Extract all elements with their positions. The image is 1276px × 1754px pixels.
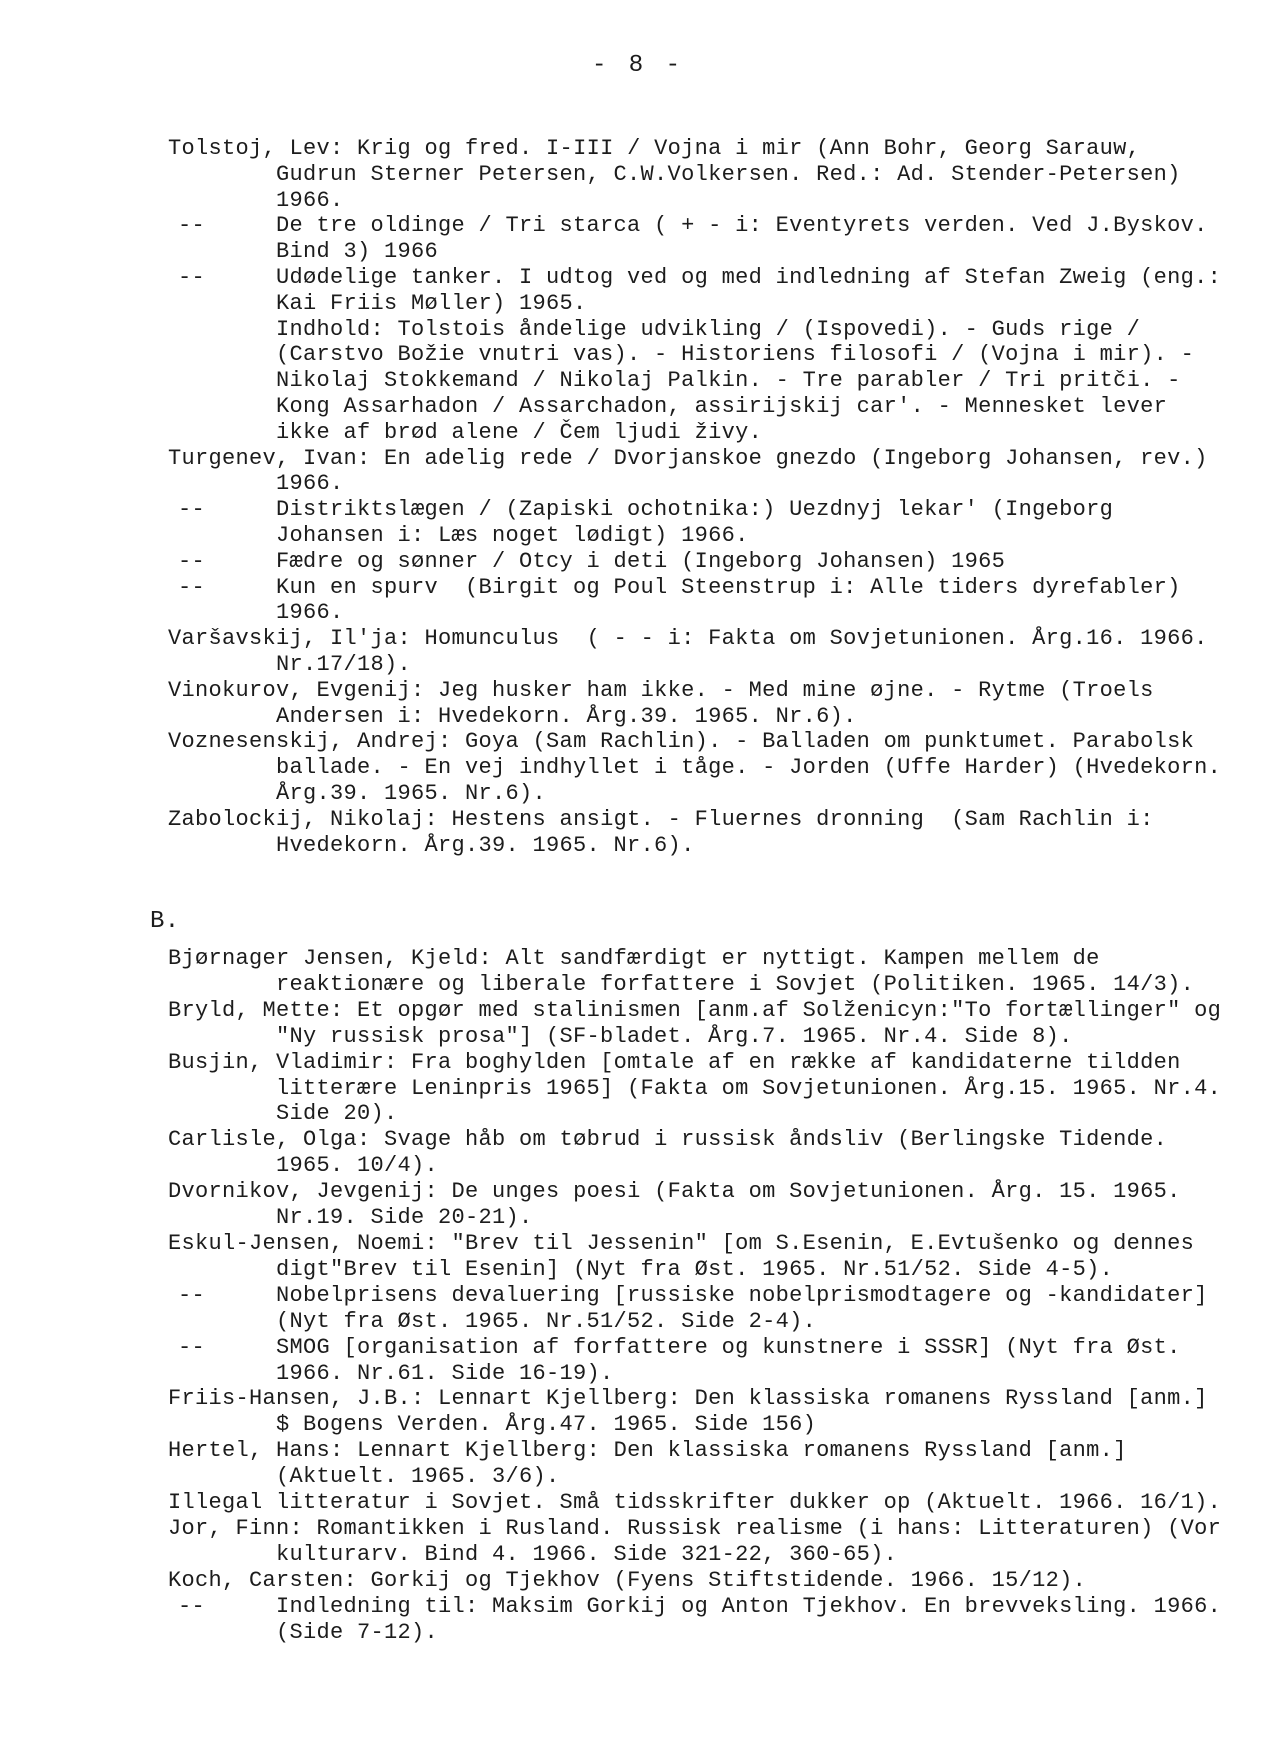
bibliography-entry <box>168 575 1228 627</box>
section-b-heading: B. <box>150 908 180 935</box>
ditto-dash: -- <box>178 264 206 290</box>
entry-text: Indledning til: Maksim Gorkij og Anton Tjekhov. En brevveksling. 1966. (Side 7-12). <box>276 1593 1235 1645</box>
bibliography-entry <box>168 729 1235 806</box>
entry-text: Dvornikov, Jevgenij: De unges poesi (Fakta om Sovjetunionen. Årg. 15. 1965. Nr.19. Side 20-21). <box>168 1179 1195 1231</box>
bibliography-entry <box>168 136 1228 213</box>
bibliography-entry <box>168 1049 1235 1128</box>
bibliography-entry <box>168 497 1228 549</box>
entry-text: Tolstoj, Lev: Krig og fred. I-III / Vojna i mir (Ann Bohr, Georg Sarauw, Gudrun Sterner Petersen, C.W.Volkersen. Red.: Ad. Stender-Petersen) 1966. <box>168 136 1195 213</box>
bibliography-entry <box>168 997 1235 1050</box>
entry-text: SMOG [organisation af forfattere og kunstnere i SSSR] (Nyt fra Øst. 1966. Nr.61. Side 16-19). <box>276 1334 1195 1386</box>
bibliography-entry <box>168 1335 1228 1387</box>
bibliography-entry <box>168 678 1228 730</box>
page-number: - 8 - <box>591 52 684 79</box>
bibliography-entry <box>168 446 1228 498</box>
entry-text: Kun en spurv (Birgit og Poul Steenstrup i: Alle tiders dyrefabler) 1966. <box>276 574 1195 626</box>
entry-text: Varšavskij, Il'ja: Homunculus ( - - i: Fakta om Sovjetunionen. Årg.16. 1966. Nr.17/18). <box>168 626 1222 677</box>
bibliography-entry <box>168 1515 1235 1568</box>
bibliography-entry <box>168 807 1228 859</box>
ditto-dash: -- <box>178 1593 206 1619</box>
bibliography-entry <box>168 1283 1228 1335</box>
bibliography-entry <box>168 549 1228 575</box>
bibliography-entry <box>168 626 1228 678</box>
entry-text: Distriktslægen / (Zapiski ochotnika:) Uezdnyj lekar' (Ingeborg Johansen i: Læs noget lødigt) 1966. <box>276 497 1127 548</box>
entry-text: Turgenev, Ivan: En adelig rede / Dvorjanskoe gnezdo (Ingeborg Johansen, rev.) 1966. <box>168 445 1222 497</box>
bibliography-entry <box>168 1490 1228 1516</box>
bibliography-entry <box>168 213 1228 265</box>
ditto-dash: -- <box>178 548 206 574</box>
entry-text: Bryld, Mette: Et opgør med stalinismen [anm.af Solženicyn:"To fortællinger" og "Ny russisk prosa"] (SF-bladet. Årg.7. 1965. Nr.4. Side 8). <box>168 997 1235 1049</box>
bibliography-entry <box>168 1593 1235 1646</box>
entry-text: Hertel, Hans: Lennart Kjellberg: Den klassiska romanens Ryssland [anm.] (Aktuelt. 1965. 3/6). <box>168 1438 1141 1490</box>
ditto-dash: -- <box>178 497 206 523</box>
bibliography-entry <box>168 1568 1228 1594</box>
entry-text: Zabolockij, Nikolaj: Hestens ansigt. - Fluernes dronning (Sam Rachlin i: Hvedekorn. Årg.39. 1965. Nr.6). <box>168 806 1168 858</box>
entry-text: Busjin, Vladimir: Fra boghylden [omtale af en række af kandidaterne tildden litterære Leninpris 1965] (Fakta om Sovjetunionen. Årg.15. 1965. Nr.4. Side 20). <box>168 1049 1235 1127</box>
entry-text: Eskul-Jensen, Noemi: "Brev til Jessenin" [om S.Esenin, E.Evtušenko og dennes digt"Brev til Esenin] (Nyt fra Øst. 1965. Nr.51/52. Side 4-5). <box>168 1230 1208 1282</box>
bibliography-entry <box>168 1127 1228 1179</box>
entry-text: Vinokurov, Evgenij: Jeg husker ham ikke. - Med mine øjne. - Rytme (Troels Andersen i: Hvedekorn. Årg.39. 1965. Nr.6). <box>168 677 1168 729</box>
entry-text: Fædre og sønner / Otcy i deti (Ingeborg Johansen) 1965 <box>276 548 1006 574</box>
entry-text: Illegal litteratur i Sovjet. Små tidsskrifter dukker op (Aktuelt. 1966. 16/1). <box>168 1490 1222 1516</box>
bibliography-entry <box>168 1386 1228 1438</box>
bibliography-entry <box>168 1231 1228 1283</box>
ditto-dash: -- <box>178 1282 206 1308</box>
entry-text: Koch, Carsten: Gorkij og Tjekhov (Fyens Stiftstidende. 1966. 15/12). <box>168 1567 1087 1593</box>
entry-text: Udødelige tanker. I udtog ved og med indledning af Stefan Zweig (eng.: Kai Friis Møller) 1965. Indhold: Tolstois åndelige udvikling / (Ispovedi). - Guds rige / (Carstvo Božie vnutri vas). - Historiens filosofi / (Vojna i mir). - Nikolaj Stokkemand / Nikolaj Palkin. - Tre parabler / Tri pritči. - Kong Assarhadon / Assarchadon, assirijskij car'. - Mennesket lever ikke af brød alene / Čem ljudi živy. <box>276 264 1222 445</box>
bibliography-entry <box>168 1438 1228 1490</box>
bibliography-entry <box>168 946 1228 998</box>
bibliography-entry <box>168 1179 1228 1231</box>
ditto-dash: -- <box>178 1334 206 1360</box>
entry-text: Carlisle, Olga: Svage håb om tøbrud i russisk åndsliv (Berlingske Tidende. 1965. 10/4). <box>168 1127 1181 1179</box>
section-a-entries <box>168 136 1235 858</box>
entry-text: Friis-Hansen, J.B.: Lennart Kjellberg: Den klassiska romanens Ryssland [anm.] $ Bogens Verden. Årg.47. 1965. Side 156) <box>168 1386 1222 1438</box>
ditto-dash: -- <box>178 213 206 239</box>
entry-text: Jor, Finn: Romantikken i Rusland. Russisk realisme (i hans: Litteraturen) (Vor kulturarv. Bind 4. 1966. Side 321-22, 360-65). <box>168 1515 1235 1567</box>
entry-text: Nobelprisens devaluering [russiske nobelprismodtagere og -kandidater] (Nyt fra Øst. 1965. Nr.51/52. Side 2-4). <box>276 1282 1222 1334</box>
entry-text: Bjørnager Jensen, Kjeld: Alt sandfærdigt er nyttigt. Kampen mellem de reaktionære og liberale forfattere i Sovjet (Politiken. 1965. 14/3). <box>168 946 1195 997</box>
ditto-dash: -- <box>178 574 206 600</box>
entry-text: De tre oldinge / Tri starca ( + - i: Eventyrets verden. Ved J.Byskov. Bind 3) 1966 <box>276 213 1222 265</box>
bibliography-entry <box>168 265 1228 446</box>
entry-text: Voznesenskij, Andrej: Goya (Sam Rachlin). - Balladen om punktumet. Parabolsk ballade. - En vej indhyllet i tåge. - Jorden (Uffe Harder) (Hvedekorn. Årg.39. 1965. Nr.6). <box>168 729 1235 806</box>
section-b-entries <box>168 946 1235 1645</box>
